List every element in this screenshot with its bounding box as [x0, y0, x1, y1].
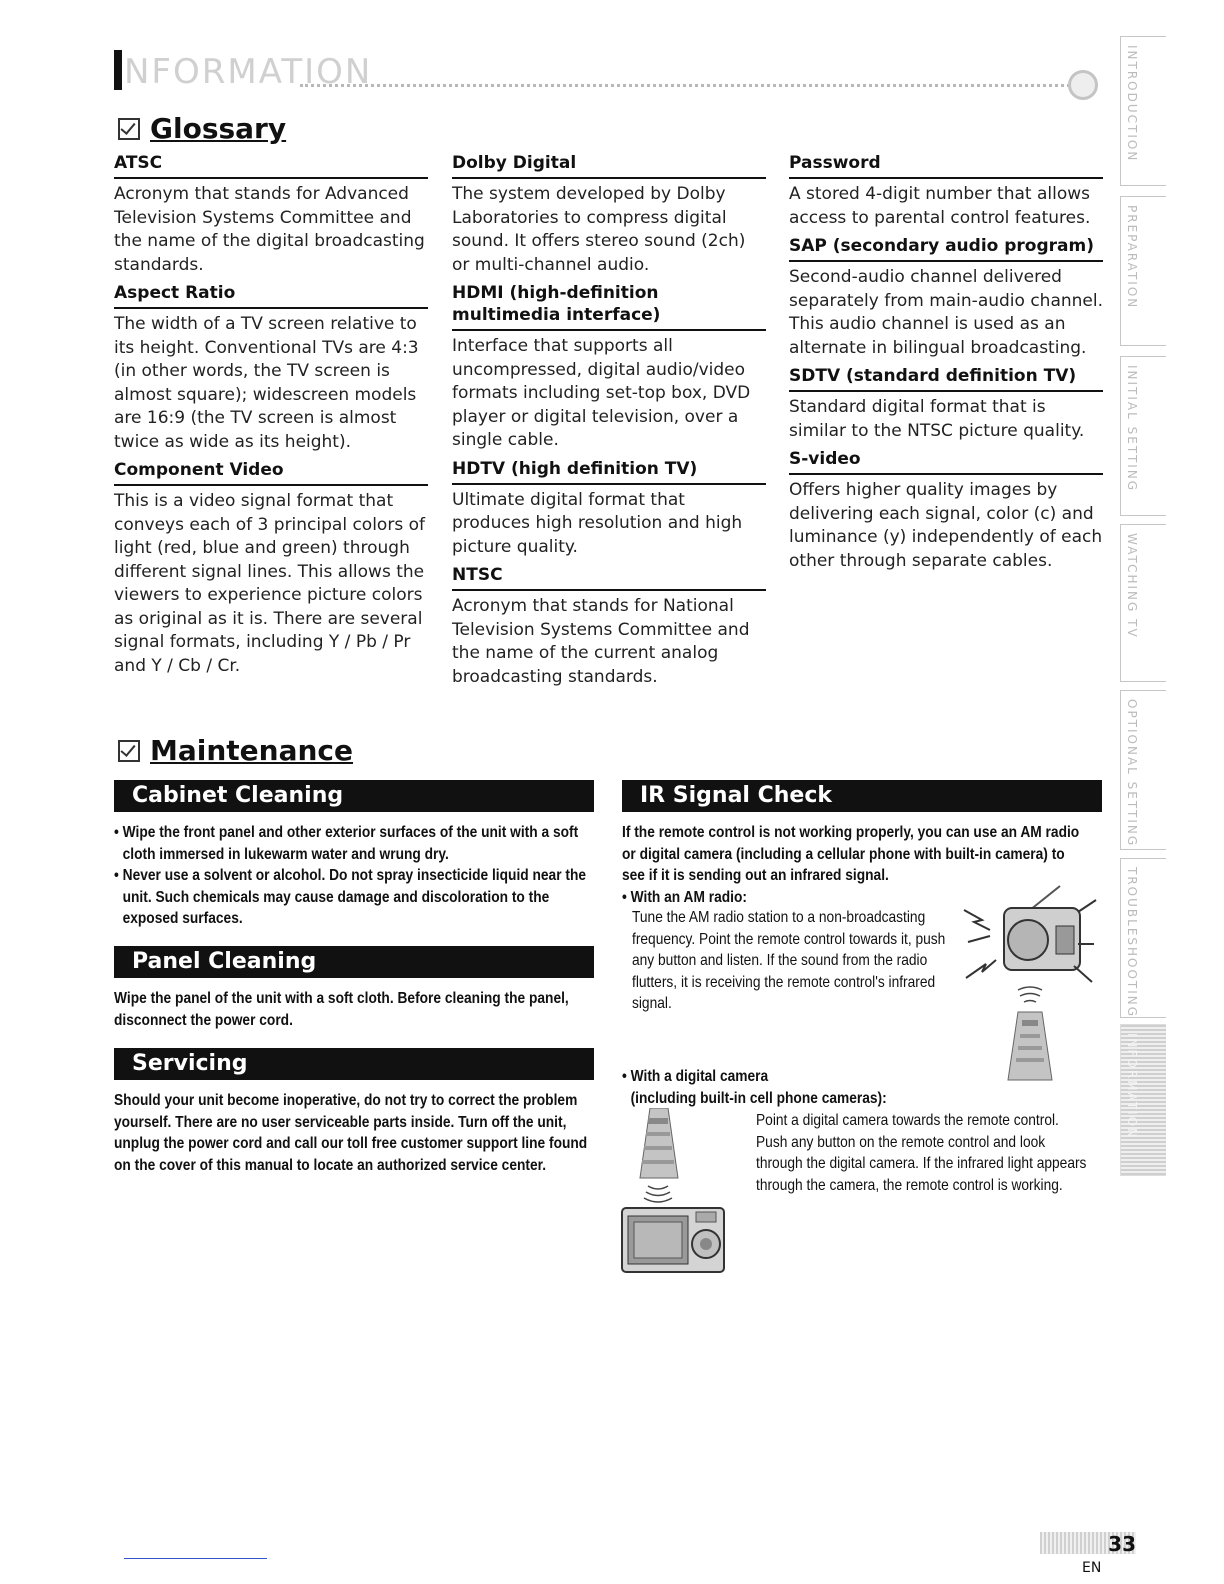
glossary-term: SAP (secondary audio program)	[789, 235, 1103, 262]
ir-camera-body	[756, 1110, 1141, 1196]
ir-intro-text: If the remote control is not working properly, you can use an AM radio or digital camera (including a cellular phone with built-in camera) to see if it is sending out an infrared signal.	[622, 824, 1080, 884]
cabinet-cleaning-heading: Cabinet Cleaning	[114, 780, 594, 812]
ir-signal-check-heading: IR Signal Check	[622, 780, 1102, 812]
language-label: EN	[1082, 1560, 1102, 1576]
cabinet-bullet-1: • Wipe the front panel and other exterior surfaces of the unit with a soft cloth immersed in lukewarm water and wrung dry.	[114, 824, 579, 863]
glossary-heading	[118, 112, 286, 145]
glossary-entry	[789, 365, 1103, 443]
cabinet-cleaning-body	[114, 822, 664, 930]
glossary-term: Component Video	[114, 459, 428, 486]
glossary-term: SDTV (standard definition TV)	[789, 365, 1103, 392]
glossary-entry	[789, 448, 1103, 573]
nav-tab-label: INITIAL SETTING	[1125, 365, 1139, 493]
glossary-definition: Second-audio channel delivered separately from main-audio channel. This audio channel is used as an alternate in bilingual broadcasting.	[789, 267, 1104, 358]
glossary-entry	[789, 152, 1103, 230]
glossary-column-2	[452, 152, 766, 694]
nav-tab-preparation[interactable]	[1120, 196, 1166, 346]
glossary-entry	[452, 564, 766, 689]
glossary-term: HDTV (high definition TV)	[452, 458, 766, 485]
glossary-term: Dolby Digital	[452, 152, 766, 179]
glossary-definition: The width of a TV screen relative to its height. Conventional TVs are 4:3 (in other words, the TV screen is almost square); widescreen models are 16:9 (the TV screen is almost twice as wide as its height).	[114, 314, 419, 452]
glossary-definition: The system developed by Dolby Laboratories to compress digital sound. It offers stereo sound (2ch) or multi-channel audio.	[452, 184, 746, 275]
checkbox-icon	[118, 118, 140, 140]
glossary-entry	[114, 459, 428, 678]
nav-tab-label: INFORMATION	[1125, 1033, 1139, 1140]
glossary-definition: Standard digital format that is similar to the NTSC picture quality.	[789, 397, 1085, 441]
nav-tab-troubleshooting[interactable]	[1120, 858, 1166, 1018]
glossary-entry	[452, 282, 766, 453]
glossary-term: S-video	[789, 448, 1103, 475]
nav-tab-label: PREPARATION	[1125, 205, 1139, 310]
glossary-entry	[452, 152, 766, 277]
ir-camera-text: Point a digital camera towards the remote control. Push any button on the remote control and look through the digital camera. If the infrared light appears through the camera, the remote control is working.	[756, 1112, 1087, 1194]
glossary-term: Password	[789, 152, 1103, 179]
nav-tab-optional-setting[interactable]	[1120, 690, 1166, 850]
ir-camera-heading-block	[622, 1066, 1142, 1109]
page-number: 33	[1108, 1532, 1136, 1556]
nav-tab-label: INTRODUCTION	[1125, 45, 1139, 163]
servicing-heading: Servicing	[114, 1048, 594, 1080]
glossary-term: Aspect Ratio	[114, 282, 428, 309]
ir-am-body	[632, 907, 1017, 1015]
maintenance-heading	[118, 734, 353, 767]
glossary-column-3	[789, 152, 1103, 578]
glossary-entry	[789, 235, 1103, 360]
ir-camera-subheading: (including built-in cell phone cameras):	[630, 1089, 887, 1107]
glossary-definition: Ultimate digital format that produces high resolution and high picture quality.	[452, 489, 743, 557]
page-section-title: NFORMATION	[124, 52, 373, 92]
glossary-term: NTSC	[452, 564, 766, 591]
servicing-text: Should your unit become inoperative, do not try to correct the problem yourself. There are no user serviceable parts inside. Turn off the unit, unplug the power cord and call our toll free customer support line found on the cover of this manual to locate an authorized service center.	[114, 1092, 588, 1174]
panel-cleaning-body	[114, 988, 669, 1031]
header-dotted-line	[300, 84, 1070, 87]
nav-tab-label: WATCHING TV	[1125, 533, 1139, 639]
glossary-definition: Interface that supports all uncompressed, digital audio/video formats including set-top box, DVD player or digital television, over a single cable.	[452, 336, 751, 450]
am-radio-remote-illustration	[962, 882, 1098, 1082]
ir-am-heading: • With an AM radio:	[622, 888, 747, 906]
glossary-term: ATSC	[114, 152, 428, 179]
glossary-column-1	[114, 152, 428, 683]
nav-tab-label: OPTIONAL SETTING	[1125, 699, 1139, 848]
glossary-definition: Acronym that stands for Advanced Television Systems Committee and the name of the digital broadcasting standards.	[114, 184, 425, 275]
glossary-entry	[114, 152, 428, 277]
header-bar	[114, 50, 122, 90]
glossary-term: HDMI (high-definition multimedia interface)	[452, 282, 766, 331]
glossary-entry	[452, 458, 766, 560]
bottom-rule	[124, 1558, 267, 1559]
glossary-definition: This is a video signal format that conveys each of 3 principal colors of light (red, blue and green) through different signal lines. This allows the viewers to experience picture colors as original as it is. There are several signal formats, including Y / Pb / Pr and Y / Cb / Cr.	[114, 491, 425, 676]
glossary-definition: Offers higher quality images by delivering each signal, color (c) and luminance (y) independently of each other through separate cables.	[789, 480, 1103, 571]
nav-tab-introduction[interactable]	[1120, 36, 1166, 186]
glossary-definition: A stored 4-digit number that allows access to parental control features.	[789, 184, 1091, 228]
glossary-title: Glossary	[150, 112, 287, 145]
nav-tab-watching-tv[interactable]	[1120, 524, 1166, 682]
nav-tab-label: TROUBLESHOOTING	[1125, 867, 1139, 1019]
header-circle-icon	[1068, 70, 1098, 100]
ir-camera-heading: • With a digital camera	[622, 1068, 769, 1085]
cabinet-bullet-2: • Never use a solvent or alcohol. Do not spray insecticide liquid near the unit. Such chemicals may cause damage and discoloration to the exposed surfaces.	[114, 867, 587, 927]
maintenance-title: Maintenance	[150, 734, 354, 767]
ir-am-text: Tune the AM radio station to a non-broadcasting frequency. Point the remote control towards it, push any button and listen. If the sound from the radio flutters, it is receiving the remote control's infrared signal.	[632, 909, 946, 1012]
servicing-body	[114, 1090, 669, 1176]
nav-tab-initial-setting[interactable]	[1120, 356, 1166, 516]
checkbox-icon	[118, 740, 140, 762]
panel-cleaning-heading: Panel Cleaning	[114, 946, 594, 978]
glossary-entry	[114, 282, 428, 454]
digital-camera-remote-illustration	[620, 1108, 730, 1274]
glossary-definition: Acronym that stands for National Television Systems Committee and the name of the current analog broadcasting standards.	[452, 596, 750, 687]
panel-cleaning-text: Wipe the panel of the unit with a soft cloth. Before cleaning the panel, disconnect the power cord.	[114, 990, 569, 1029]
nav-tab-information[interactable]	[1120, 1024, 1166, 1176]
